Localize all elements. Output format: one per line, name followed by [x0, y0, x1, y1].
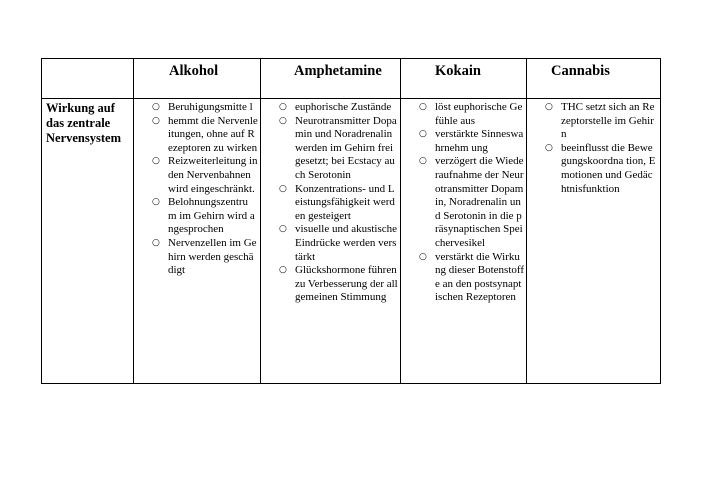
circle-bullet-icon: ○: [419, 156, 427, 167]
list-item: ○ verstärkte Sinneswahrnehm ung: [419, 128, 524, 154]
circle-bullet-icon: ○: [279, 115, 287, 126]
circle-bullet-icon: ○: [279, 102, 287, 112]
column-header-alkohol: Alkohol: [134, 59, 261, 99]
amphetamine-bullet-list: [261, 99, 400, 305]
cell-amphetamine: [261, 99, 401, 384]
drug-effects-table: [41, 58, 661, 384]
circle-bullet-icon: ○: [152, 102, 160, 112]
circle-bullet-icon: ○: [152, 237, 160, 248]
header-row: [42, 59, 661, 99]
circle-bullet-icon: ○: [419, 129, 427, 140]
list-item: ○ löst euphorische Gefühle aus: [419, 101, 523, 127]
list-item: ○ Glückshormone führen zu Verbesserung der allgemeinen Stimmung: [279, 264, 398, 304]
circle-bullet-icon: ○: [152, 156, 160, 167]
list-item: ○ Konzentrations- und Leistungsfähigkeit werden gesteigert: [279, 182, 395, 222]
effects-row: [42, 99, 661, 384]
cell-alkohol: [134, 99, 261, 384]
circle-bullet-icon: ○: [279, 183, 287, 194]
column-header-kokain: Kokain: [401, 59, 527, 99]
column-header-amphetamine: Amphetamine: [261, 59, 401, 99]
column-header-cannabis: Cannabis: [527, 59, 661, 99]
circle-bullet-icon: ○: [279, 224, 287, 235]
alkohol-bullet-list: [134, 99, 260, 278]
cell-kokain: [401, 99, 527, 384]
list-item: ○ beeinflusst die Bewegungskoordna tion, Emotionen und Gedächtnisfunktion: [545, 141, 656, 195]
circle-bullet-icon: ○: [419, 251, 427, 262]
circle-bullet-icon: ○: [545, 142, 553, 153]
list-item: ○ Beruhigungsmitte l: [152, 101, 253, 113]
row-header-wirkung: Wirkung auf das zentrale Nervensystem: [42, 99, 134, 384]
corner-cell: [42, 59, 134, 99]
circle-bullet-icon: ○: [152, 197, 160, 208]
circle-bullet-icon: ○: [152, 115, 160, 126]
list-item: ○ Reizweiterleitung in den Nervenbahnen wird eingeschränkt.: [152, 155, 258, 195]
cannabis-bullet-list: [527, 99, 660, 196]
list-item: ○ verzögert die Wiederaufnahme der Neurotransmitter Dopamin, Noradrenalin und Serotonin in die präsynaptischen Speichervesikel: [419, 155, 524, 249]
list-item: ○ Neurotransmitter Dopamin und Noradrenalin werden im Gehirn freigesetzt; bei Ecstacy auch Serotonin: [279, 114, 397, 181]
kokain-bullet-list: [401, 99, 526, 305]
circle-bullet-icon: ○: [419, 102, 427, 112]
list-item: ○ Nervenzellen im Gehirn werden geschädigt: [152, 236, 257, 277]
list-item: ○ hemmt die Nervenleitungen, ohne auf Rezeptoren zu wirken: [152, 114, 258, 154]
circle-bullet-icon: ○: [545, 102, 553, 112]
cell-cannabis: [527, 99, 661, 384]
list-item: ○ visuelle und akustische Eindrücke werden verstärkt: [279, 223, 398, 263]
list-item: ○ Belohnungszentru m im Gehirn wird angesprochen: [152, 196, 255, 236]
list-item: ○ THC setzt sich an Rezeptorstelle im Gehirn: [545, 101, 655, 141]
list-item: ○ verstärkt die Wirkung dieser Botenstoffe an den postsynaptischen Rezeptoren: [419, 250, 525, 304]
circle-bullet-icon: ○: [279, 265, 287, 276]
list-item: ○ euphorische Zustände: [279, 101, 392, 113]
